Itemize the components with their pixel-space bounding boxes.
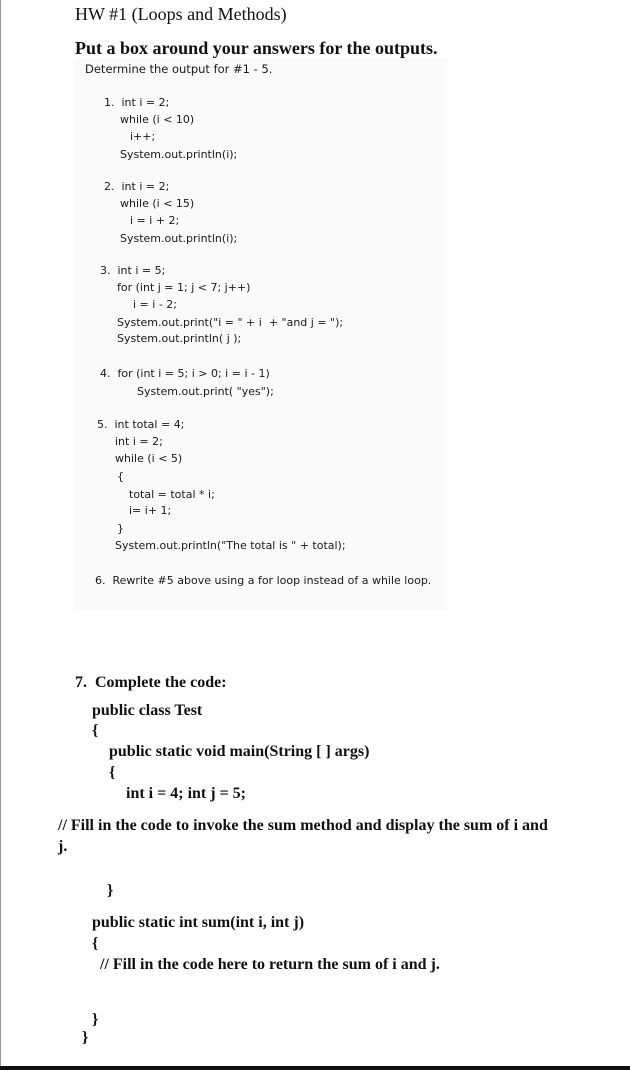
q7-vars: int i = 4; int j = 5; xyxy=(126,785,247,802)
q7-comment-invoke: // Fill in the code to invoke the sum method and display the sum of i and xyxy=(58,817,548,834)
q2-line-1: 2. int i = 2; xyxy=(104,180,170,193)
q7-open-brace-sum: { xyxy=(92,935,99,952)
q3-line-5: System.out.println( j ); xyxy=(117,332,242,345)
q7-main-decl: public static void main(String [ ] args) xyxy=(109,743,370,760)
q5-line-7: } xyxy=(117,522,124,535)
q4-line-2: System.out.print( "yes"); xyxy=(137,385,274,398)
q2-line-3: i = i + 2; xyxy=(130,214,180,227)
q5-line-2: int i = 2; xyxy=(115,435,163,448)
document-title: HW #1 (Loops and Methods) xyxy=(75,4,287,24)
q7-close-brace-main: } xyxy=(107,882,114,899)
q3-line-2: for (int j = 1; j < 7; j++) xyxy=(117,281,251,294)
q7-close-brace-sum: } xyxy=(92,1011,99,1028)
scanned-questions-image xyxy=(75,58,447,610)
page-bottom-border xyxy=(0,1066,630,1070)
q5-line-6: i= i+ 1; xyxy=(129,504,172,517)
q5-line-5: total = total * i; xyxy=(129,488,215,501)
q3-line-1: 3. int i = 5; xyxy=(100,264,166,277)
q2-line-4: System.out.println(i); xyxy=(120,232,238,245)
q5-line-3: while (i < 5) xyxy=(115,452,183,465)
q7-open-brace-class: { xyxy=(92,722,99,739)
q7-close-brace-class: } xyxy=(82,1029,89,1046)
q1-line-3: i++; xyxy=(130,130,156,143)
q7-open-brace-main: { xyxy=(109,764,116,781)
q5-line-4: { xyxy=(117,470,124,483)
q7-class-decl: public class Test xyxy=(92,702,203,719)
q7-comment-invoke-cont: j. xyxy=(58,838,68,855)
q5-line-8: System.out.println("The total is " + total); xyxy=(115,539,346,552)
q5-line-1: 5. int total = 4; xyxy=(97,418,185,431)
q1-line-4: System.out.println(i); xyxy=(120,148,238,161)
q6-line: 6. Rewrite #5 above using a for loop instead of a while loop. xyxy=(95,574,432,587)
q3-line-4: System.out.print("i = " + i + "and j = "); xyxy=(117,316,344,329)
instruction-heading: Put a box around your answers for the outputs. xyxy=(75,38,438,58)
q4-line-1: 4. for (int i = 5; i > 0; i = i - 1) xyxy=(100,367,270,380)
scan-intro: Determine the output for #1 - 5. xyxy=(85,62,273,76)
q1-line-2: while (i < 10) xyxy=(120,113,195,126)
q3-line-3: i = i - 2; xyxy=(133,298,177,311)
q7-comment-return: // Fill in the code here to return the sum of i and j. xyxy=(100,956,440,973)
q7-heading: 7. Complete the code: xyxy=(75,674,227,691)
q1-line-1: 1. int i = 2; xyxy=(104,96,170,109)
q2-line-2: while (i < 15) xyxy=(120,197,195,210)
q7-sum-decl: public static int sum(int i, int j) xyxy=(92,914,305,931)
page-left-edge xyxy=(0,0,1,1070)
